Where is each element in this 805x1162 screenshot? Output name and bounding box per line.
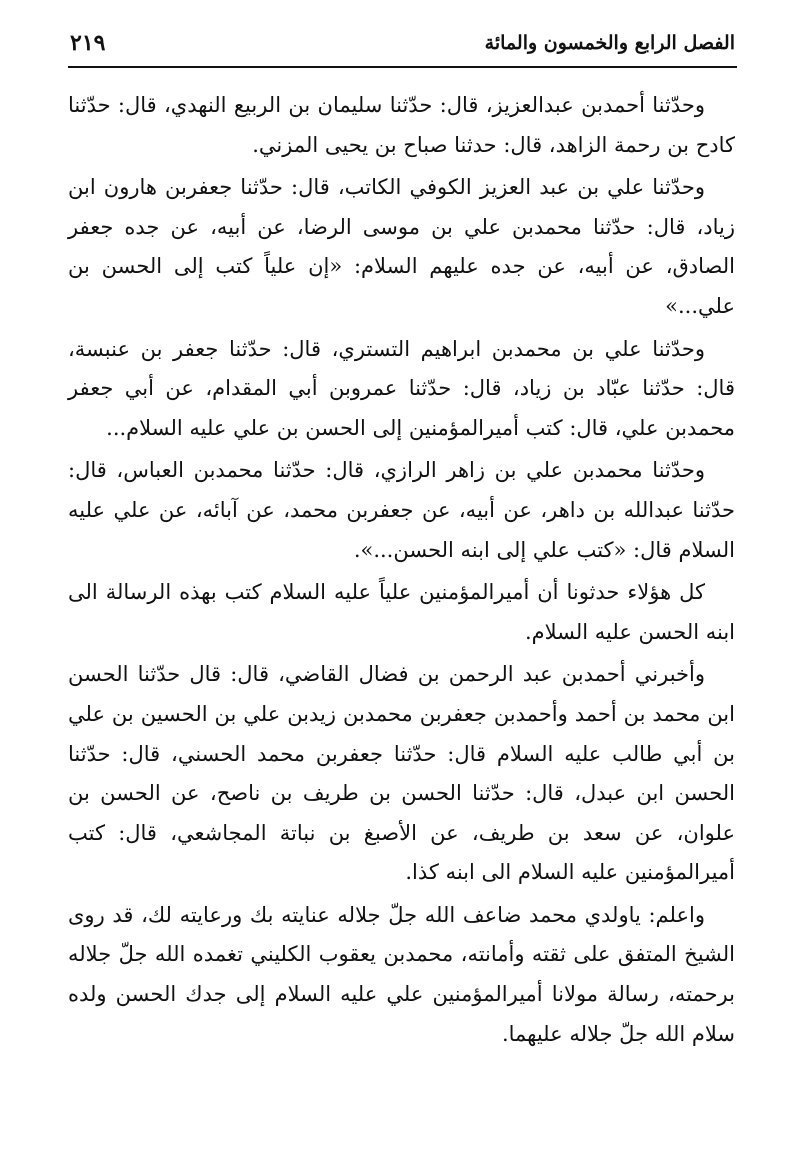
paragraph-1: وحدّثنا أحمدبن عبدالعزيز، قال: حدّثنا سليمان بن الربيع النهدي، قال: حدّثنا كادح بن رحمة الزاهد، قال: حدثنا صباح بن يحيى المزني.	[68, 93, 735, 157]
paragraph-3: وحدّثنا علي بن محمدبن ابراهيم التستري، قال: حدّثنا جعفر بن عنبسة، قال: حدّثنا عبّاد بن زياد، قال: حدّثنا عمروبن أبي المقدام، عن أبي جعفر محمدبن علي، قال: كتب أميرالمؤمنين إلى الحسن بن علي عليه السلام...	[68, 336, 735, 440]
page-number: ٢١٩	[70, 30, 106, 56]
header-divider	[68, 66, 737, 68]
paragraph-4: وحدّثنا محمدبن علي بن زاهر الرازي، قال: حدّثنا محمدبن العباس، قال: حدّثنا عبدالله بن داهر، عن أبيه، عن جعفربن محمد، عن آبائه، عن علي عليه السلام قال: «كتب علي إلى ابنه الحسن...».	[68, 458, 735, 562]
chapter-title: الفصل الرابع والخمسون والمائة	[484, 32, 735, 54]
paragraph-2: وحدّثنا علي بن عبد العزيز الكوفي الكاتب، قال: حدّثنا جعفربن هارون ابن زياد، قال: حدّثنا محمدبن علي بن موسى الرضا، عن أبيه، عن جده جعفر الصادق، عن أبيه، عن جده عليهم السلام: «إن علياً كتب إلى الحسن بن علي...»	[68, 175, 735, 318]
paragraph-7: واعلم: ياولدي محمد ضاعف الله جلّ جلاله عنايته بك ورعايته لك، قد روى الشيخ المتفق على ثقته وأمانته، محمدبن يعقوب الكليني تغمده الله جلّ جلاله برحمته، رسالة مولانا أميرالمؤمنين علي عليه السلام إلى جدك الحسن ولده سلام الله جلّ جلاله عليهما.	[68, 902, 735, 1046]
body-text	[68, 86, 735, 1057]
paragraph-6: وأخبرني أحمدبن عبد الرحمن بن فضال القاضي، قال: قال حدّثنا الحسن ابن محمد بن أحمد وأحمدبن جعفربن محمدبن زيدبن علي بن الحسين بن علي بن أبي طالب عليه السلام قال: حدّثنا جعفربن محمد الحسني، قال: حدّثنا الحسن ابن عبدل، قال: حدّثنا الحسن بن طريف بن ناصح، عن الحسن بن علوان، عن سعد بن طريف، عن الأصبغ بن نباتة المجاشعي، قال: كتب أميرالمؤمنين عليه السلام الى ابنه كذا.	[68, 662, 735, 885]
page-header	[70, 28, 735, 64]
paragraph-5: كل هؤلاء حدثونا أن أميرالمؤمنين علياً عليه السلام كتب بهذه الرسالة الى ابنه الحسن عليه السلام.	[68, 580, 735, 644]
